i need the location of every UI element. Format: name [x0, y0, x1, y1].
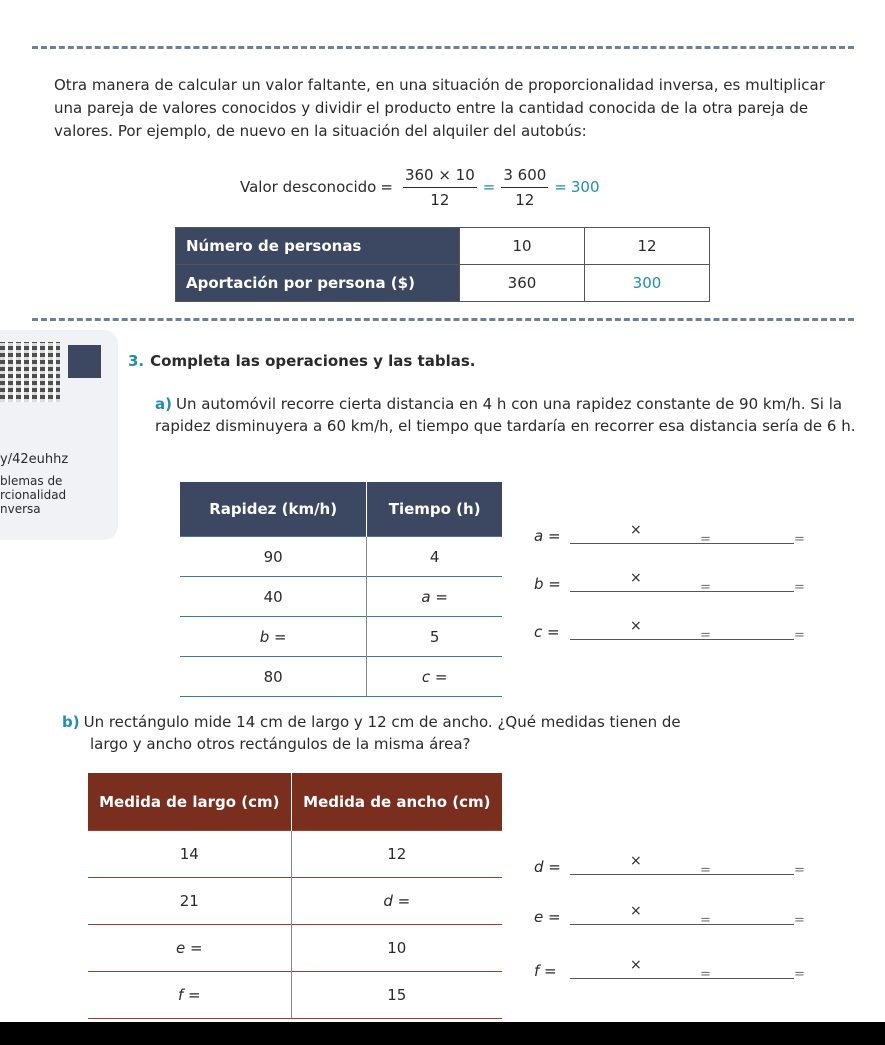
- fraction-1: [403, 166, 477, 209]
- table-cell: 40: [180, 577, 367, 617]
- formula-result: 300: [570, 178, 600, 196]
- fraction-1-denominator: 12: [430, 190, 450, 209]
- table-row: [88, 878, 502, 925]
- equals-sign: =: [700, 580, 711, 595]
- equals-sign: =: [794, 913, 805, 928]
- fraction-1-numerator: 360 × 10: [403, 166, 477, 188]
- equals-sign: =: [700, 967, 711, 982]
- question-3-heading: [128, 352, 475, 370]
- equals-sign: =: [794, 967, 805, 982]
- equals-sign: =: [794, 863, 805, 878]
- sidebar-link[interactable]: y/42euhhz: [0, 452, 69, 467]
- table-row: [180, 577, 502, 617]
- answer-cell-a[interactable]: a =: [367, 577, 502, 617]
- answer-cell-c[interactable]: c =: [367, 657, 502, 697]
- sidebar-topic-line: nversa: [0, 502, 41, 516]
- part-b-text-2: largo y ancho otros rectángulos de la misma área?: [90, 735, 471, 753]
- table-row: [180, 657, 502, 697]
- table-cell: 12: [291, 831, 502, 878]
- formula-label: Valor desconocido: [240, 178, 377, 196]
- operation-variable: a =: [534, 527, 561, 545]
- sidebar-topic-line: rcionalidad: [0, 488, 67, 502]
- column-header: Medida de largo (cm): [88, 773, 291, 831]
- equals-sign: =: [794, 532, 805, 547]
- column-header: Tiempo (h): [367, 482, 502, 537]
- table-row: [176, 228, 710, 265]
- operation-b[interactable]: [534, 570, 805, 597]
- times-sign: ×: [630, 570, 642, 586]
- qr-code-pattern: [0, 342, 60, 402]
- part-a-statement: [155, 393, 860, 437]
- times-sign: ×: [630, 957, 642, 973]
- times-sign: ×: [630, 522, 642, 538]
- part-b-label: b): [62, 713, 80, 731]
- formula-equals: =: [554, 178, 567, 196]
- row-header: Número de personas: [176, 228, 460, 265]
- result-blank[interactable]: [722, 924, 794, 925]
- table-header-row: [180, 482, 502, 537]
- example-formula: [240, 163, 600, 211]
- times-sign: ×: [630, 853, 642, 869]
- operation-variable: e =: [534, 908, 561, 926]
- part-b-text-1: Un rectángulo mide 14 cm de largo y 12 cm de ancho. ¿Qué medidas tienen de: [83, 713, 681, 731]
- operation-variable: d =: [534, 858, 561, 876]
- operation-f[interactable]: [534, 957, 805, 984]
- formula-equals: =: [482, 178, 496, 196]
- operation-a[interactable]: [534, 522, 805, 549]
- table-cell: 15: [291, 972, 502, 1019]
- answer-cell-d[interactable]: d =: [291, 878, 502, 925]
- table-row: [176, 265, 710, 302]
- question-number: 3.: [128, 352, 145, 370]
- table-cell: 10: [291, 925, 502, 972]
- equals-sign: =: [794, 628, 805, 643]
- part-a-text: Un automóvil recorre cierta distancia en 4 h con una rapidez constante de 90 km/h. Si la rapidez disminuyera a 60 km/h, el tiempo que tardaría en recorrer esa distancia sería de 6 h.: [155, 395, 856, 435]
- column-header: Rapidez (km/h): [180, 482, 367, 537]
- result-blank[interactable]: [722, 978, 794, 979]
- result-blank[interactable]: [722, 591, 794, 592]
- answer-cell-b[interactable]: b =: [180, 617, 367, 657]
- operation-variable: f =: [534, 962, 557, 980]
- bus-rental-table: [175, 227, 710, 302]
- answer-cell-f[interactable]: f =: [88, 972, 291, 1019]
- table-cell: 80: [180, 657, 367, 697]
- part-b-statement: [62, 711, 832, 755]
- result-blank[interactable]: [722, 639, 794, 640]
- equals-sign: =: [794, 580, 805, 595]
- table-cell: 300: [585, 265, 710, 302]
- question-title: Completa las operaciones y las tablas.: [150, 352, 476, 370]
- times-sign: ×: [630, 618, 642, 634]
- sidebar-accent-block: [68, 345, 101, 378]
- operation-variable: c =: [534, 623, 560, 641]
- table-cell: 360: [460, 265, 585, 302]
- fraction-2: [501, 166, 548, 209]
- speed-time-table: [180, 482, 502, 697]
- equals-sign: =: [700, 628, 711, 643]
- times-sign: ×: [630, 903, 642, 919]
- operation-variable: b =: [534, 575, 561, 593]
- table-cell: 12: [585, 228, 710, 265]
- intro-paragraph: Otra manera de calcular un valor faltante, en una situación de proporcionalidad inversa, es multiplicar una pareja de valores conocidos y dividir el producto entre la cantidad conocida de la otra pareja de valores. Por ejemplo, de nuevo en la situación del alquiler del autobús:: [54, 76, 825, 140]
- fraction-2-denominator: 12: [515, 190, 535, 209]
- sidebar-topic-line: blemas de: [0, 474, 63, 488]
- operation-e[interactable]: [534, 903, 805, 930]
- equals-sign: =: [700, 913, 711, 928]
- equals-sign: =: [700, 863, 711, 878]
- table-cell: 21: [88, 878, 291, 925]
- sidebar-topic: [0, 474, 66, 516]
- table-cell: 14: [88, 831, 291, 878]
- table-header-row: [88, 773, 502, 831]
- operation-d[interactable]: [534, 853, 805, 880]
- result-blank[interactable]: [722, 543, 794, 544]
- table-cell: 4: [367, 537, 502, 577]
- table-row: [88, 972, 502, 1019]
- table-row: [88, 925, 502, 972]
- formula-equals: =: [380, 178, 393, 196]
- table-cell: 10: [460, 228, 585, 265]
- operation-c[interactable]: [534, 618, 805, 645]
- table-row: [88, 831, 502, 878]
- table-cell: 5: [367, 617, 502, 657]
- table-row: [180, 537, 502, 577]
- part-b-line-1: [62, 711, 832, 733]
- row-header: Aportación por persona ($): [176, 265, 460, 302]
- rectangle-table: [88, 773, 502, 1019]
- fraction-2-numerator: 3 600: [501, 166, 548, 188]
- part-a-label: a): [155, 395, 172, 413]
- top-dashed-divider: [32, 46, 854, 49]
- table-row: [180, 617, 502, 657]
- result-blank[interactable]: [722, 874, 794, 875]
- bottom-black-band: [0, 1022, 885, 1045]
- table-cell: 90: [180, 537, 367, 577]
- middle-dashed-divider: [32, 318, 854, 321]
- column-header: Medida de ancho (cm): [291, 773, 502, 831]
- answer-cell-e[interactable]: e =: [88, 925, 291, 972]
- equals-sign: =: [700, 532, 711, 547]
